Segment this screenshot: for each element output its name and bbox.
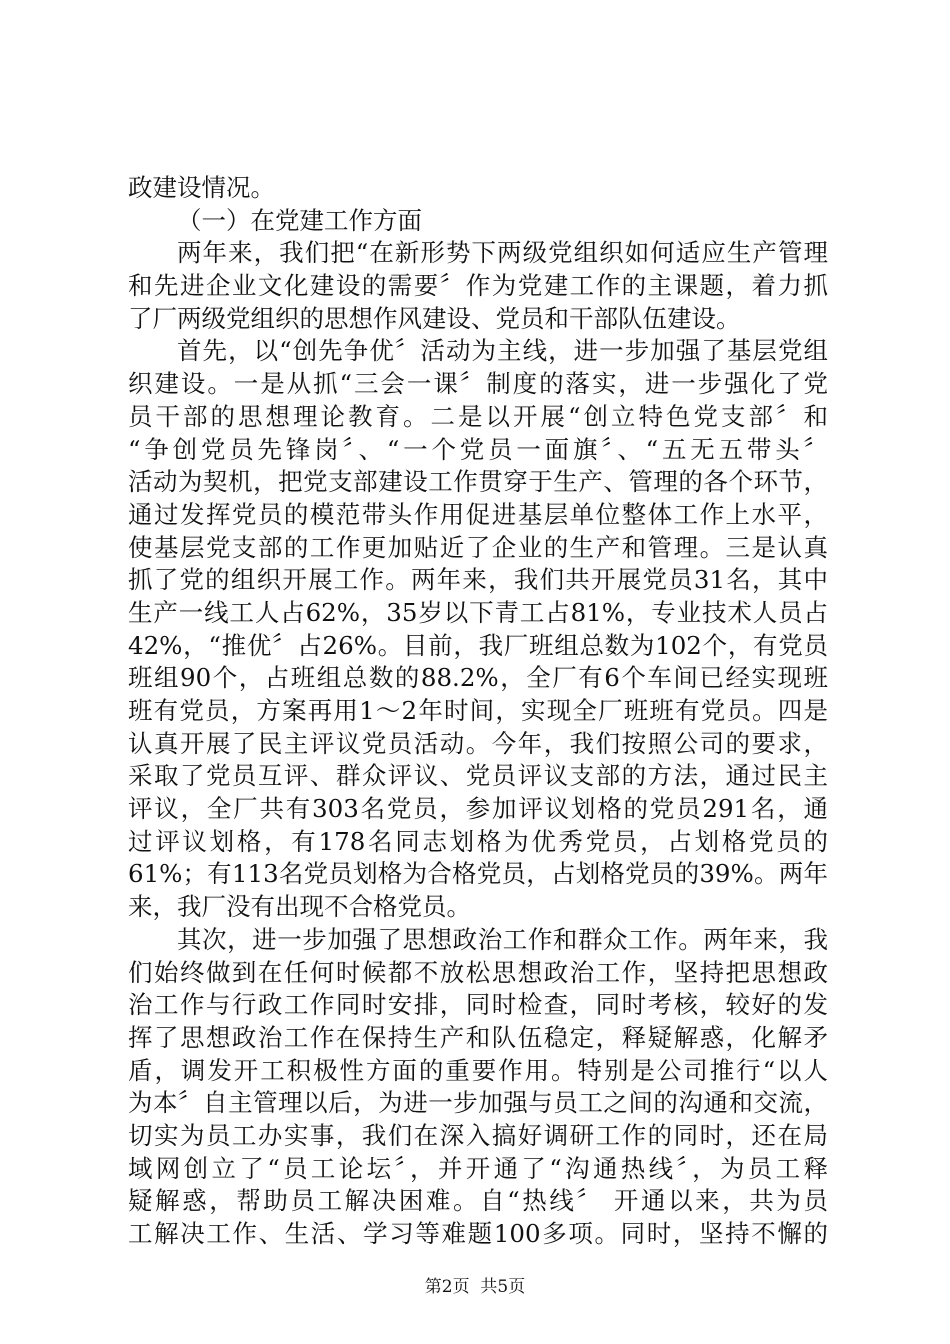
section-heading: （一）在党建工作方面 xyxy=(177,205,422,235)
text-line: 班组90个，占班组总数的88.2%，全厂有6个车间已经实现班 xyxy=(128,663,828,693)
text-line: 61%；有113名党员划格为合格党员，占划格党员的39%。两年 xyxy=(128,859,828,889)
text-line: 们始终做到在任何时候都不放松思想政治工作，坚持把思想政 xyxy=(128,957,828,987)
text-line: 员干部的思想理论教育。二是以开展“创立特色党支部〞和 xyxy=(128,401,828,431)
page-number: 第2页 共5页 xyxy=(424,1277,526,1297)
text-line: 治工作与行政工作同时安排，同时检查，同时考核，较好的发 xyxy=(128,990,828,1020)
text-line: 了厂两级党组织的思想作风建设、党员和干部队伍建设。 xyxy=(128,303,741,333)
text-line: 过评议划格，有178名同志划格为优秀党员，占划格党员的 xyxy=(128,826,828,856)
text-line: 为本〞自主管理以后，为进一步加强与员工之间的沟通和交流， xyxy=(128,1088,828,1118)
text-line: 采取了党员互评、群众评议、党员评议支部的方法，通过民主 xyxy=(128,761,828,791)
text-line: 两年来，我们把“在新形势下两级党组织如何适应生产管理 xyxy=(177,238,828,268)
text-line: 评议，全厂共有303名党员，参加评议划格的党员291名，通 xyxy=(128,794,828,824)
text-line: 盾，调发开工积极性方面的重要作用。特别是公司推行“以人 xyxy=(128,1055,828,1085)
page-footer xyxy=(0,1276,950,1298)
text-line: 疑解惑，帮助员工解决困难。自“热线〞 开通以来，共为员 xyxy=(128,1186,828,1216)
text-line: 来，我厂没有出现不合格党员。 xyxy=(128,892,471,922)
text-line: 域网创立了“员工论坛〞，并开通了“沟通热线〞，为员工释 xyxy=(128,1153,828,1183)
document-body xyxy=(128,172,828,1251)
text-line: 42%，“推优〞占26%。目前，我厂班组总数为102个，有党员 xyxy=(128,630,828,660)
text-line: 认真开展了民主评议党员活动。今年，我们按照公司的要求， xyxy=(128,728,828,758)
text-line: 通过发挥党员的模范带头作用促进基层单位整体工作上水平， xyxy=(128,499,828,529)
text-line: 挥了思想政治工作在保持生产和队伍稳定，释疑解惑，化解矛 xyxy=(128,1022,828,1052)
text-line: 抓了党的组织开展工作。两年来，我们共开展党员31名，其中 xyxy=(128,565,828,595)
text-line: 政建设情况。 xyxy=(128,173,275,202)
text-line: 其次，进一步加强了思想政治工作和群众工作。两年来，我 xyxy=(177,924,828,954)
text-line: 使基层党支部的工作更加贴近了企业的生产和管理。三是认真 xyxy=(128,532,828,562)
text-line: 首先，以“创先争优〞活动为主线，进一步加强了基层党组 xyxy=(177,336,828,366)
text-line: 工解决工作、生活、学习等难题100多项。同时，坚持不懈的 xyxy=(128,1219,828,1248)
text-line: 和先进企业文化建设的需要〞作为党建工作的主课题，着力抓 xyxy=(128,271,828,301)
text-line: 织建设。一是从抓“三会一课〞制度的落实，进一步强化了党 xyxy=(128,369,828,399)
text-line: 切实为员工办实事，我们在深入搞好调研工作的同时，还在局 xyxy=(128,1120,828,1150)
text-line: “争创党员先锋岗〞、“一个党员一面旗〞、“五无五带头〞 xyxy=(128,434,828,464)
text-line: 生产一线工人占62%，35岁以下青工占81%，专业技术人员占 xyxy=(128,597,828,627)
text-line: 活动为契机，把党支部建设工作贯穿于生产、管理的各个环节， xyxy=(128,467,828,497)
text-line: 班有党员，方案再用1～2年时间，实现全厂班班有党员。四是 xyxy=(128,696,828,725)
